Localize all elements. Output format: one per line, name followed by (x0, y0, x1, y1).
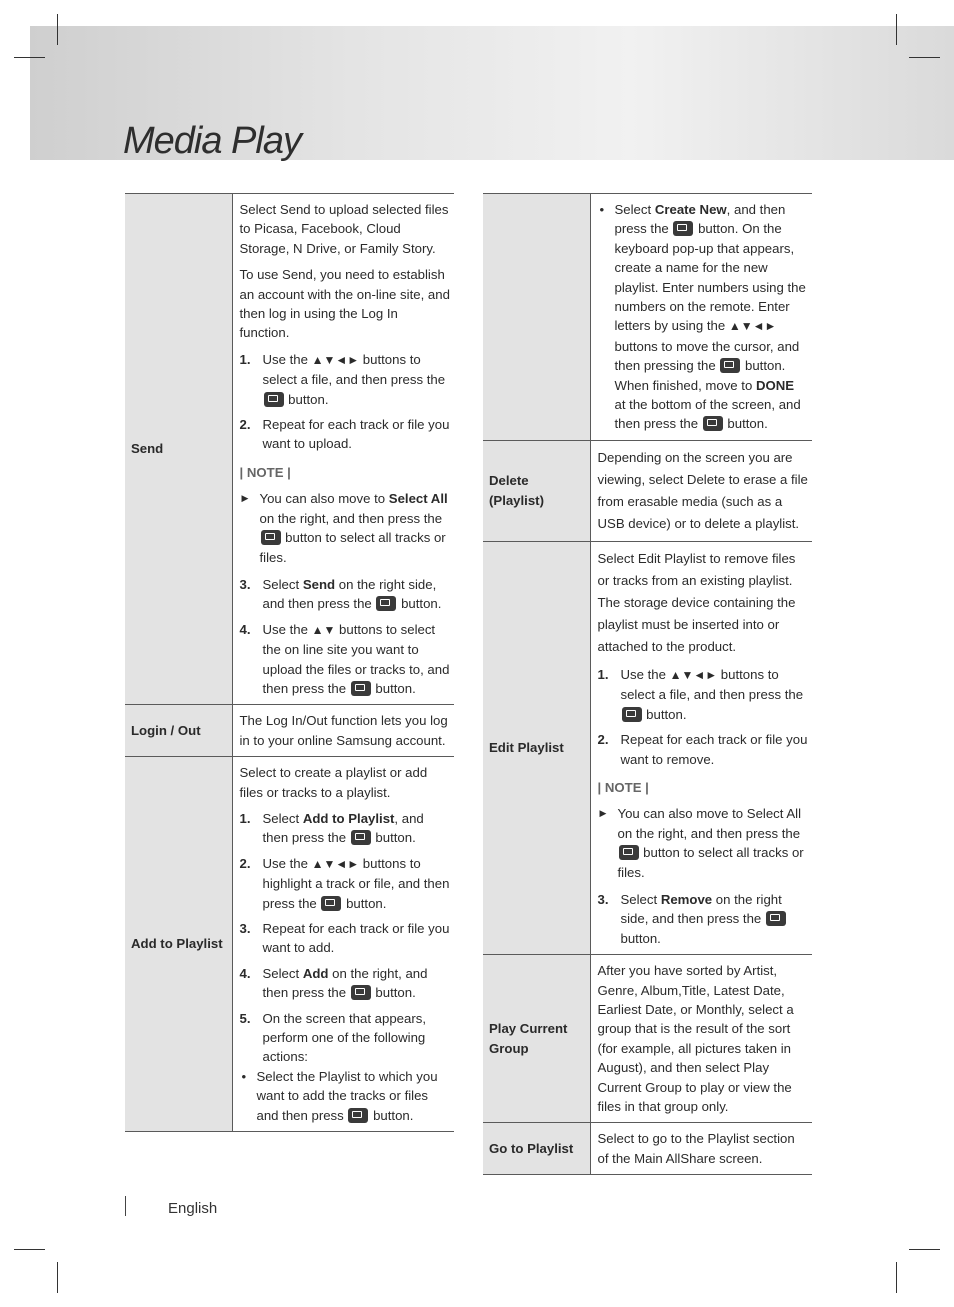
crop-mark (909, 1249, 940, 1250)
right-reference-table (483, 193, 812, 1175)
list-item (598, 665, 809, 724)
step-list (240, 575, 451, 698)
bullet-text: Select Create New, and then press the button. On the keyboard pop-up that appears, create a name for the new playlist. Enter numbers using the numbers on the remote. Enter letters by using the ▲▼◄► buttons to move the cursor, and then pressing the button. When finished, move to DONE at the bottom of the screen, and then press the button. (614, 202, 806, 432)
table-row (125, 194, 454, 705)
bullet-icon: • (241, 1068, 247, 1084)
term-edit-playlist: Edit Playlist (483, 541, 590, 954)
step-number: 1. (239, 810, 251, 826)
enter-button-icon (720, 358, 740, 373)
step-text: Use the ▲▼ buttons to select the on line site you want to upload the files or tracks to, and then press the button. (262, 621, 450, 696)
enter-button-icon (351, 985, 371, 1000)
step-text: Repeat for each track or file you want to remove. (620, 732, 808, 767)
term-delete-playlist: Delete (Playlist) (483, 440, 590, 541)
term-go-to-playlist: Go to Playlist (483, 1123, 590, 1175)
enter-button-icon (351, 681, 371, 696)
step-number: 2. (597, 732, 609, 748)
footer-language: English (168, 1200, 218, 1217)
list-item (240, 620, 451, 699)
enter-button-icon (703, 416, 723, 431)
table-row (483, 194, 812, 441)
table-row (483, 440, 812, 541)
step-number: 3. (597, 891, 609, 907)
term-play-current-group: Play Current Group (483, 955, 590, 1123)
crop-mark (57, 1262, 58, 1293)
step-list (598, 890, 809, 948)
bullet-list (598, 200, 809, 434)
note-list (240, 489, 451, 567)
list-item (598, 730, 809, 769)
enter-button-icon (376, 596, 396, 611)
paragraph: To use Send, you need to establish an account with the on-line site, and then log in using the Log In function. (239, 267, 450, 341)
list-item (598, 200, 809, 434)
table-row (125, 757, 454, 1132)
step-number: 4. (239, 621, 251, 637)
term-add-to-playlist: Add to Playlist (125, 757, 232, 1132)
list-item (240, 575, 451, 614)
table-row (483, 1123, 812, 1175)
enter-button-icon (673, 221, 693, 236)
step-text: Select Remove on the right side, and then press the button. (621, 890, 809, 948)
crop-mark (57, 14, 58, 45)
arrow-keys-icon: ▲▼◄► (728, 319, 777, 334)
step-text: Use the ▲▼◄► buttons to highlight a track or file, and then press the button. (262, 855, 450, 911)
paragraph: The Log In/Out function lets you log in to your online Samsung account. (239, 713, 448, 748)
note-label: | NOTE | (597, 779, 649, 795)
paragraph: Select Edit Playlist to remove files or tracks from an existing playlist. The storage device containing the playlist must be inserted into or attached to the product. (597, 550, 796, 654)
table-row (483, 541, 812, 954)
step-number: 3. (239, 921, 251, 936)
triangle-bullet-icon: ▶ (241, 493, 249, 504)
table-row (483, 955, 812, 1123)
bullet-icon: • (599, 202, 605, 217)
step-number: 2. (239, 417, 251, 433)
term-send: Send (125, 194, 232, 705)
crop-mark (14, 57, 45, 58)
enter-button-icon (622, 707, 642, 722)
paragraph: Select to create a playlist or add files or tracks to a playlist. (239, 765, 428, 800)
list-item (598, 890, 809, 948)
arrow-keys-icon: ▲▼◄► (311, 856, 360, 871)
paragraph: Depending on the screen you are viewing, select Delete to erase a file from erasable media (such as a USB device) or to delete a playlist. (597, 449, 808, 531)
step-text: Repeat for each track or file you want to add. (262, 921, 450, 956)
crop-mark (909, 57, 940, 58)
list-item (240, 489, 451, 567)
enter-button-icon (348, 1108, 368, 1123)
left-reference-table (125, 193, 454, 1132)
paragraph: Select Send to upload selected files to Picasa, Facebook, Cloud Storage, N Drive, or Family Story. (239, 202, 449, 256)
desc-login-out (232, 705, 454, 757)
step-number: 1. (239, 351, 251, 367)
bullet-list (240, 1067, 451, 1125)
desc-delete-playlist (590, 440, 812, 541)
note-label: | NOTE | (239, 464, 291, 480)
enter-button-icon (766, 911, 786, 926)
step-number: 5. (239, 1010, 251, 1026)
page-title: Media Play (123, 120, 301, 162)
enter-button-icon (321, 896, 341, 911)
list-item (240, 1067, 451, 1125)
arrow-keys-icon: ▲▼◄► (311, 352, 360, 367)
step-number: 1. (597, 666, 609, 682)
list-item (240, 415, 451, 454)
crop-mark (896, 1262, 897, 1293)
list-item (240, 350, 451, 409)
desc-play-current-group (590, 955, 812, 1123)
enter-button-icon (619, 845, 639, 860)
list-item (240, 919, 451, 958)
list-item (240, 809, 451, 848)
desc-edit-playlist (590, 541, 812, 954)
arrow-keys-icon: ▲▼◄► (669, 667, 718, 682)
step-text: Select Send on the right side, and then press the button. (262, 576, 442, 612)
note-list (598, 804, 809, 882)
term-login-out: Login / Out (125, 705, 232, 757)
enter-button-icon (351, 830, 371, 845)
desc-add-to-playlist (232, 757, 454, 1132)
bullet-text: Select the Playlist to which you want to add the tracks or files and then press button. (256, 1068, 438, 1123)
step-text: Select Add to Playlist, and then press the button. (262, 810, 424, 846)
step-list (240, 350, 451, 454)
crop-mark (14, 1249, 45, 1250)
paragraph: Select to go to the Playlist section of the Main AllShare screen. (597, 1131, 795, 1166)
step-text: Select Add on the right, and then press the button. (262, 965, 428, 1001)
list-item (240, 1009, 451, 1067)
list-item (240, 854, 451, 913)
footer-divider (125, 1196, 126, 1216)
enter-button-icon (261, 530, 281, 545)
list-item (598, 804, 809, 882)
paragraph: After you have sorted by Artist, Genre, Album,Title, Latest Date, Earliest Date, or Monthly, select a group that is the result of the sort (for example, all pictures taken in August), and then select Play Current Group to play or view the files in that group only. (597, 963, 794, 1114)
note-text: You can also move to Select All on the right, and then press the button to select all tracks or files. (259, 491, 448, 565)
desc-go-to-playlist (590, 1123, 812, 1175)
arrow-keys-icon: ▲▼ (311, 622, 336, 637)
step-number: 2. (239, 855, 251, 871)
desc-create-new (590, 194, 812, 441)
step-number: 4. (239, 965, 251, 981)
step-text: Use the ▲▼◄► buttons to select a file, and then press the button. (262, 351, 446, 407)
step-text: Repeat for each track or file you want to upload. (262, 417, 450, 452)
term-continued (483, 194, 590, 441)
step-text: Use the ▲▼◄► buttons to select a file, and then press the button. (620, 666, 804, 722)
step-list (240, 809, 451, 1067)
step-text: On the screen that appears, perform one of the following actions: (262, 1010, 426, 1065)
triangle-bullet-icon: ▶ (599, 808, 607, 819)
note-text: You can also move to Select All on the right, and then press the button to select all tracks or files. (617, 806, 804, 880)
enter-button-icon (264, 392, 284, 407)
list-item (240, 964, 451, 1003)
table-row (125, 705, 454, 757)
crop-mark (896, 14, 897, 45)
step-list (598, 665, 809, 769)
desc-send (232, 194, 454, 705)
step-number: 3. (239, 576, 251, 592)
